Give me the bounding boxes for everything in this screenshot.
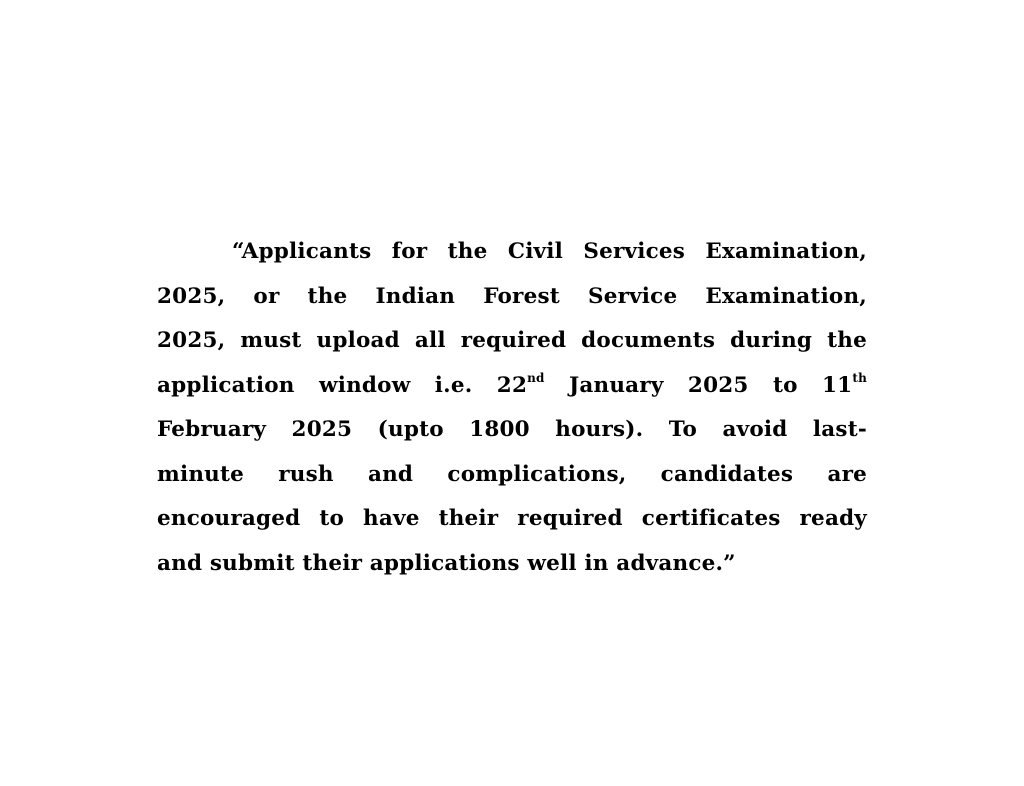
ordinal-suffix: nd (527, 370, 545, 385)
notice-line: February 2025 (upto 1800 hours). To avoid last- (157, 417, 867, 442)
notice-text: January 2025 to 11 (544, 372, 853, 398)
notice-line: encouraged to have their required certificates ready (157, 506, 867, 531)
notice-line: 2025, or the Indian Forest Service Examination, (157, 283, 867, 309)
notice-paragraph (157, 230, 867, 586)
notice-line: and submit their applications well in advance.” (157, 550, 736, 576)
notice-line: “Applicants for the Civil Services Examination, (232, 239, 867, 264)
notice-line: 2025, must upload all required documents during the (157, 328, 867, 353)
notice-text: application window i.e. 22 (157, 372, 528, 398)
notice-line-dates (157, 364, 867, 409)
notice-line: minute rush and complications, candidates are (157, 461, 867, 487)
ordinal-suffix: th (852, 370, 867, 385)
